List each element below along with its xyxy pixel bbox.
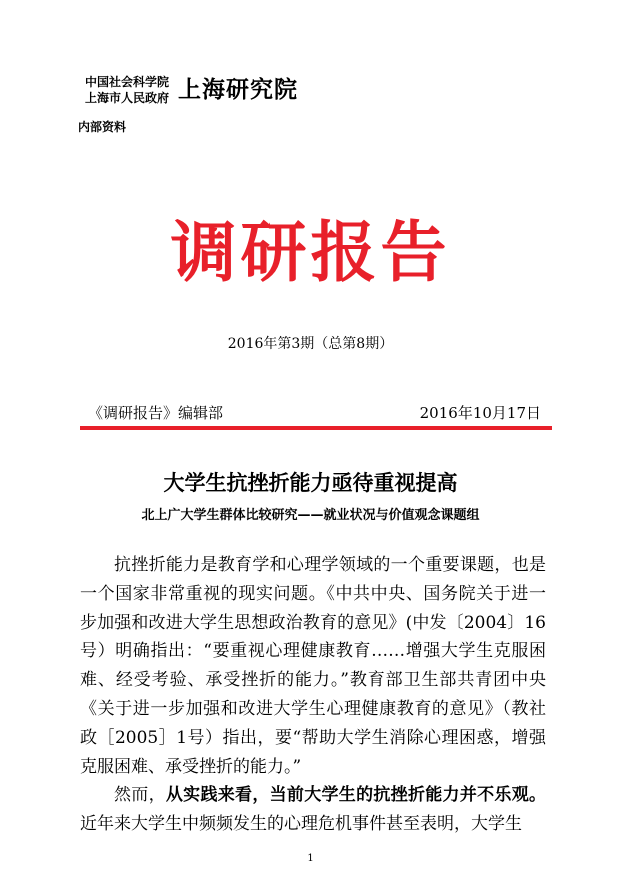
paragraph-2-emphasis: 从实践来看，当前大学生的抗挫折能力并不乐观。 xyxy=(165,785,546,806)
publication-date: 2016年10月17日 xyxy=(419,404,541,422)
organization-names xyxy=(85,74,169,106)
article-body xyxy=(80,551,546,839)
institute-name: 上海研究院 xyxy=(178,76,298,103)
header-divider xyxy=(80,426,552,430)
org-line-shanghai-gov: 上海市人民政府 xyxy=(85,91,170,105)
article-subtitle: 北上广大学生群体比较研究——就业状况与价值观念课题组 xyxy=(141,508,480,523)
paragraph-1: 抗挫折能力是教育学和心理学领域的一个重要课题，也是一个国家非常重视的现实问题。《中共中央、国务院关于进一步加强和改进大学生思想政治教育的意见》(中发〔2004〕16号）明确指出：“要重视心理健康教育……增强大学生克服困难、经受考验、承受挫折的能力。”教育部卫生部共青团中央《关于进一步加强和改进大学生心理健康教育的意见》（教社政［2005］1号）指出，要“帮助大学生消除心理困惑，增强克服困难、承受挫折的能力。” xyxy=(80,555,546,777)
paragraph-2-rest: 近年来大学生中频频发生的心理危机事件甚至表明，大学生 xyxy=(80,814,522,835)
report-title: 调研报告 xyxy=(170,213,451,291)
paragraph-2 xyxy=(80,781,546,839)
page-number: 1 xyxy=(307,853,314,864)
issue-number: 2016年第3期（总第8期） xyxy=(227,336,394,352)
paragraph-2-lead: 然而， xyxy=(114,785,166,806)
org-line-cass: 中国社会科学院 xyxy=(85,75,170,89)
internal-label: 内部资料 xyxy=(78,120,127,134)
editorial-department: 《调研报告》编辑部 xyxy=(88,404,224,422)
article-title: 大学生抗挫折能力亟待重视提高 xyxy=(163,470,458,495)
